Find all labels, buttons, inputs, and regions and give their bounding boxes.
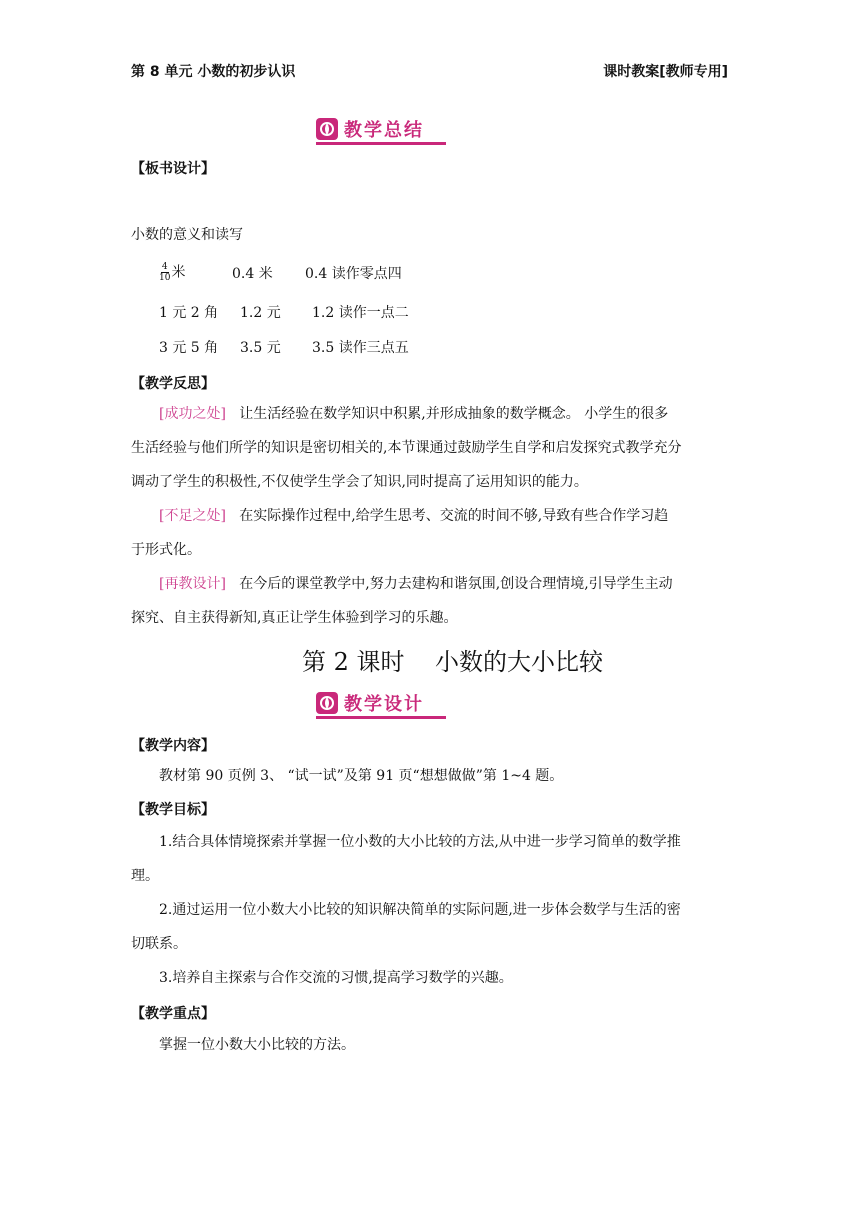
reflection-redesign-line-1: [再教设计] 在今后的课堂教学中,努力去建构和谐氛围,创设合理情境,引导学生主动 [159, 576, 673, 592]
page-header-right: 课时教案[教师专用] [603, 64, 728, 80]
banner-title: 教学总结 [344, 120, 424, 141]
goal-2-line-1: 2.通过运用一位小数大小比较的知识解决简单的实际问题,进一步体会数学与生活的密 [159, 902, 681, 918]
reflection-lack-line-2: 于形式化。 [131, 542, 201, 558]
board-design-heading: 【板书设计】 [131, 161, 215, 177]
lack-tag: [不足之处] [159, 508, 226, 524]
flower-icon [316, 118, 338, 140]
key-points-heading: 【教学重点】 [131, 1006, 215, 1022]
board-row-1-col3: 0.4 读作零点四 [305, 266, 402, 282]
goal-1-line-1: 1.结合具体情境探索并掌握一位小数的大小比较的方法,从中进一步学习简单的数学推 [159, 834, 681, 850]
board-row-2-col3: 1.2 读作一点二 [312, 305, 409, 321]
reflection-lack-line-1: [不足之处] 在实际操作过程中,给学生思考、交流的时间不够,导致有些合作学习趋 [159, 508, 669, 524]
reflection-heading: 【教学反思】 [131, 376, 215, 392]
success-tag: [成功之处] [159, 406, 226, 422]
reflection-success-line-3: 调动了学生的积极性,不仅使学生学会了知识,同时提高了运用知识的能力。 [131, 474, 588, 490]
goal-2-line-2: 切联系。 [131, 936, 187, 952]
board-row-3-col2: 3.5 元 [240, 340, 281, 356]
fraction: $\frac{4}{10}$ [159, 262, 171, 283]
banner-title: 教学设计 [344, 694, 424, 715]
board-row-2-col2: 1.2 元 [240, 305, 281, 321]
goals-heading: 【教学目标】 [131, 802, 215, 818]
board-design-title: 小数的意义和读写 [131, 227, 243, 243]
key-points-text: 掌握一位小数大小比较的方法。 [159, 1037, 355, 1053]
reflection-success-line-2: 生活经验与他们所学的知识是密切相关的,本节课通过鼓励学生自学和启发探究式教学充分 [131, 440, 682, 456]
section-banner-summary [316, 116, 446, 145]
content-text: 教材第 90 页例 3、 “试一试”及第 91 页“想想做做”第 1~4 题。 [159, 768, 564, 784]
reflection-redesign-line-2: 探究、自主获得新知,真正让学生体验到学习的乐趣。 [131, 610, 458, 626]
reflection-success-line-1: [成功之处] 让生活经验在数学知识中积累,并形成抽象的数学概念。 小学生的很多 [159, 406, 669, 422]
board-row-3-col3: 3.5 读作三点五 [312, 340, 409, 356]
section-banner-design [316, 690, 446, 719]
goal-1-line-2: 理。 [131, 868, 159, 884]
content-heading: 【教学内容】 [131, 738, 215, 754]
lesson-title: 第 2 课时 小数的大小比较 [302, 648, 604, 676]
board-row-1-col1: $\frac{4}{10}$ 米 [159, 262, 186, 283]
page-header-left: 第 8 单元 小数的初步认识 [131, 64, 296, 80]
board-row-3-col1: 3 元 5 角 [159, 340, 219, 356]
flower-icon [316, 692, 338, 714]
board-row-2-col1: 1 元 2 角 [159, 305, 219, 321]
board-row-1-col2: 0.4 米 [232, 266, 273, 282]
goal-3: 3.培养自主探索与合作交流的习惯,提高学习数学的兴趣。 [159, 970, 513, 986]
redesign-tag: [再教设计] [159, 576, 226, 592]
